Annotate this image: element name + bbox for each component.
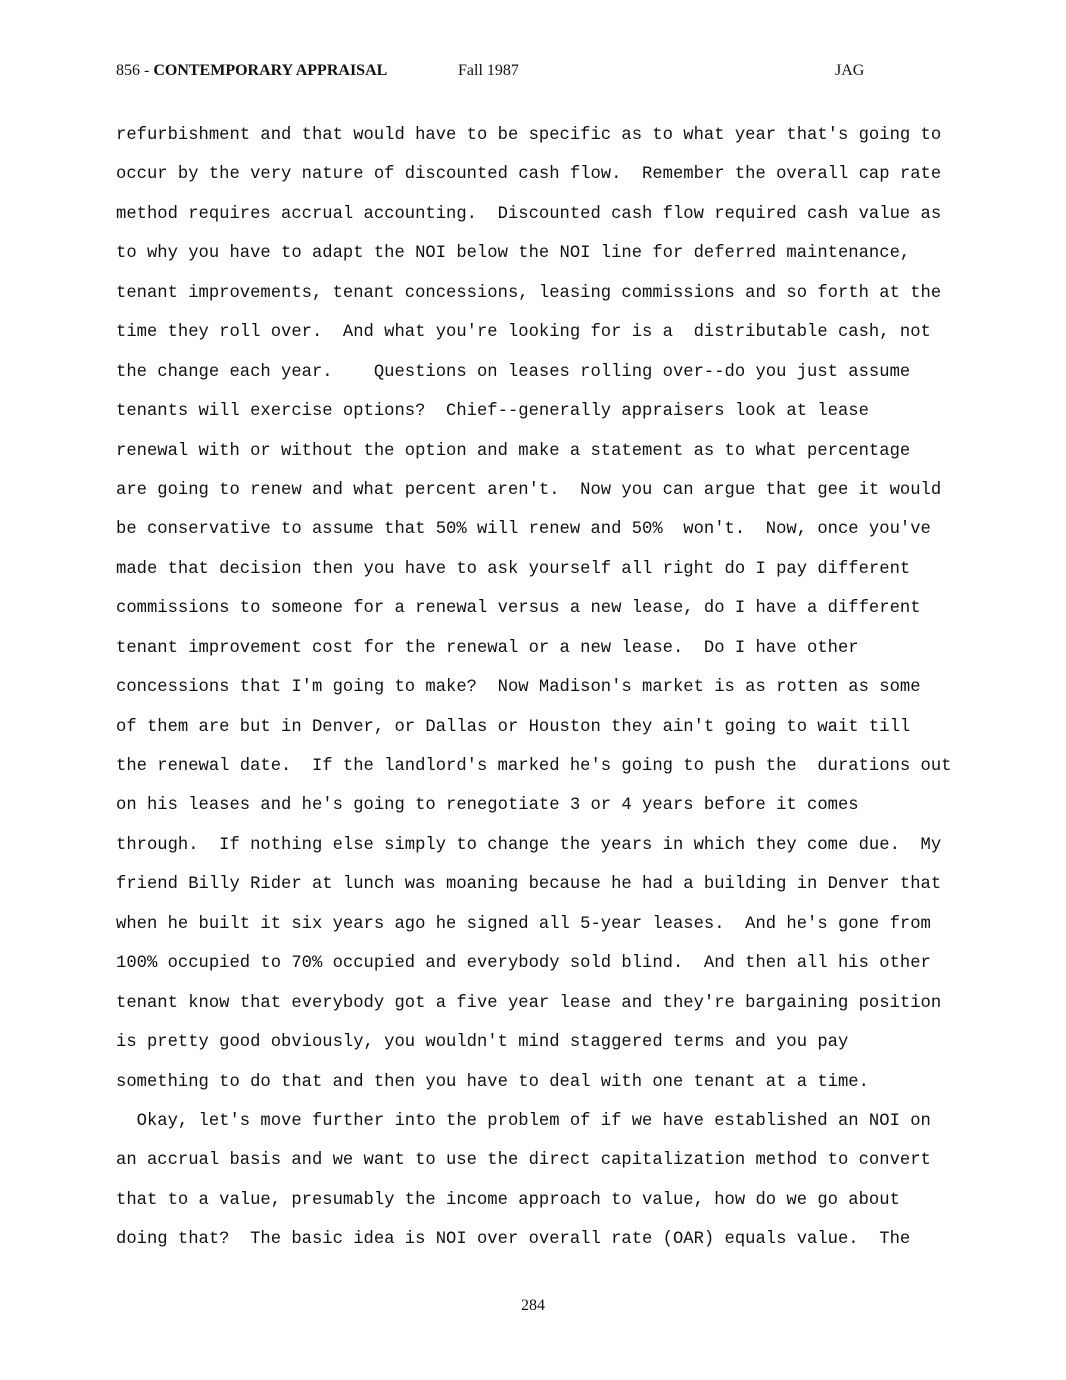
- text-line: doing that? The basic idea is NOI over overall rate (OAR) equals value. The: [116, 1230, 911, 1250]
- text-line: to why you have to adapt the NOI below the NOI line for deferred maintenance,: [116, 244, 911, 264]
- text-line: tenant know that everybody got a five year lease and they're bargaining position: [116, 993, 942, 1013]
- text-line: commissions to someone for a renewal versus a new lease, do I have a different: [116, 599, 921, 619]
- text-line: 100% occupied to 70% occupied and everybody sold blind. And then all his other: [116, 954, 931, 974]
- course-number: 856 -: [116, 62, 154, 79]
- text-line: tenant improvements, tenant concessions, leasing commissions and so forth at the: [116, 283, 942, 303]
- page-number: 284: [521, 1297, 545, 1314]
- text-line: an accrual basis and we want to use the direct capitalization method to convert: [116, 1151, 931, 1171]
- text-line: occur by the very nature of discounted cash flow. Remember the overall cap rate: [116, 165, 942, 185]
- text-line: when he built it six years ago he signed all 5-year leases. And he's gone from: [116, 914, 931, 934]
- text-line: made that decision then you have to ask yourself all right do I pay different: [116, 559, 911, 579]
- course-name: CONTEMPORARY APPRAISAL: [153, 62, 388, 79]
- page-header: [116, 62, 966, 84]
- text-line: the renewal date. If the landlord's marked he's going to push the durations out: [116, 757, 952, 776]
- text-line: time they roll over. And what you're looking for is a distributable cash, not: [116, 323, 931, 343]
- text-line: friend Billy Rider at lunch was moaning because he had a building in Denver that: [116, 875, 942, 895]
- text-line: be conservative to assume that 50% will renew and 50% won't. Now, once you've: [116, 520, 931, 540]
- text-line: tenants will exercise options? Chief--generally appraisers look at lease: [116, 402, 869, 422]
- text-line: Okay, let's move further into the problem of if we have established an NOI on: [116, 1111, 931, 1131]
- text-line: of them are but in Denver, or Dallas or Houston they ain't going to wait till: [116, 717, 911, 737]
- course-title: [116, 62, 387, 80]
- text-line: that to a value, presumably the income approach to value, how do we go about: [116, 1190, 900, 1210]
- text-line: concessions that I'm going to make? Now Madison's market is as rotten as some: [116, 678, 921, 698]
- text-line: tenant improvement cost for the renewal or a new lease. Do I have other: [116, 638, 859, 658]
- text-line: through. If nothing else simply to change the years in which they come due. My: [116, 835, 942, 855]
- text-line: is pretty good obviously, you wouldn't mind staggered terms and you pay: [116, 1033, 849, 1053]
- text-line: refurbishment and that would have to be specific as to what year that's going to: [116, 126, 942, 145]
- author-initials: JAG: [835, 62, 865, 79]
- transcript-body: [116, 116, 1016, 1260]
- term-label: Fall 1987: [458, 62, 519, 79]
- text-line: are going to renew and what percent aren't. Now you can argue that gee it would: [116, 480, 942, 500]
- text-line: something to do that and then you have to deal with one tenant at a time.: [116, 1072, 869, 1092]
- text-line: on his leases and he's going to renegotiate 3 or 4 years before it comes: [116, 796, 859, 816]
- text-line: the change each year. Questions on leases rolling over--do you just assume: [116, 362, 911, 382]
- text-line: method requires accrual accounting. Discounted cash flow required cash value as: [116, 204, 942, 224]
- text-line: renewal with or without the option and make a statement as to what percentage: [116, 441, 911, 461]
